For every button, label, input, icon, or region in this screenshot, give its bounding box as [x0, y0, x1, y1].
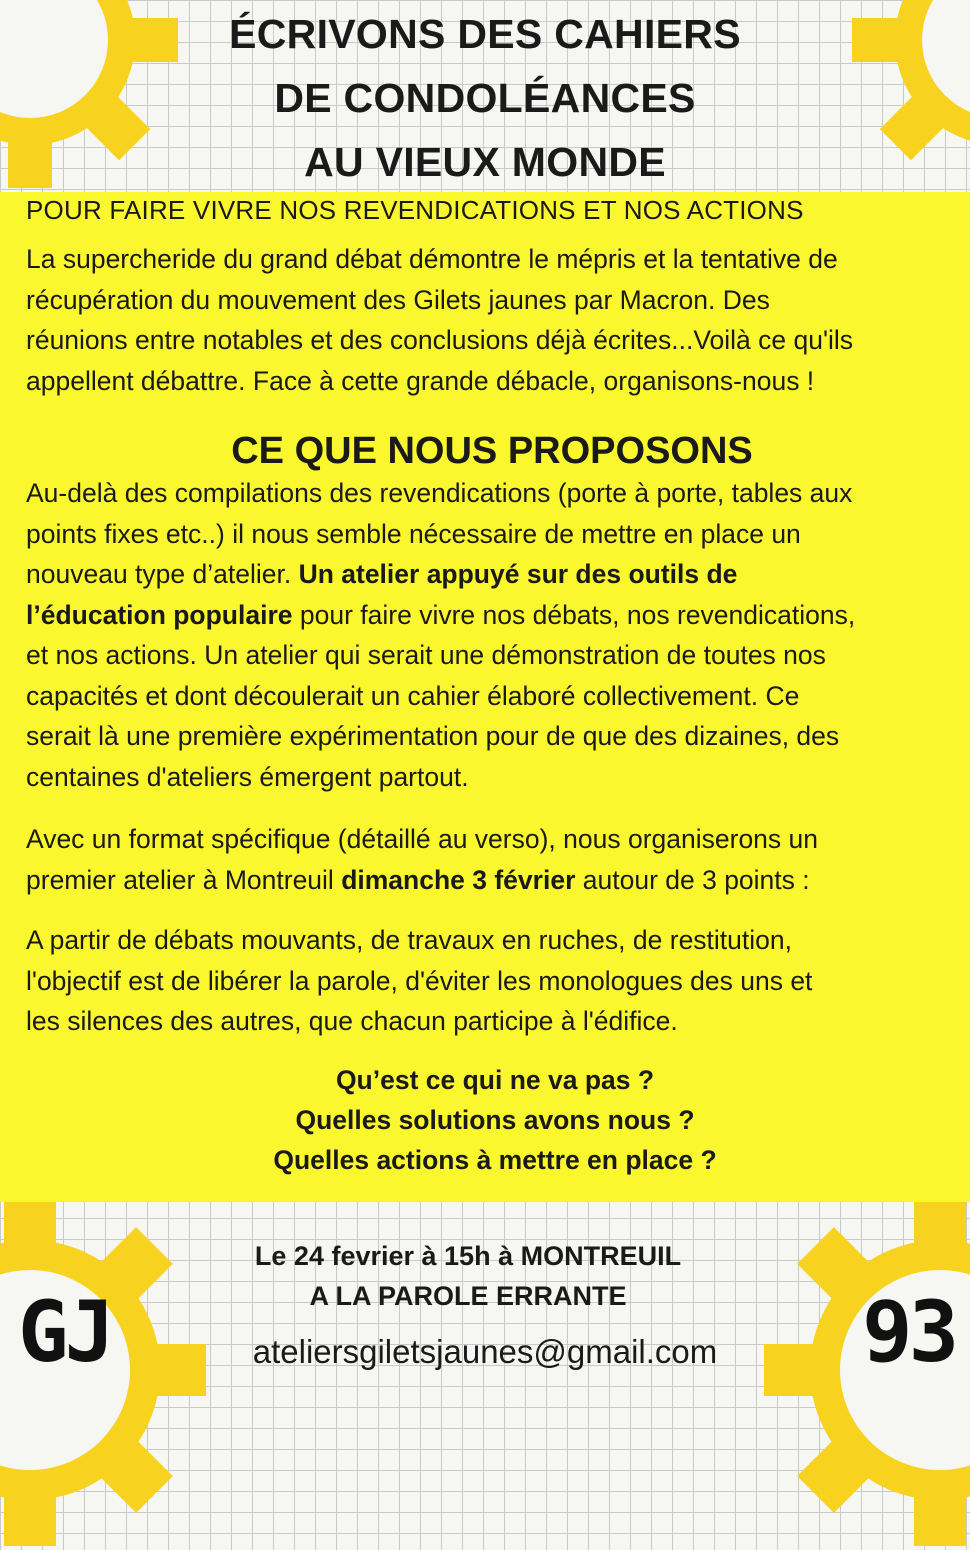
text-line	[26, 595, 956, 636]
text-line: et nos actions. Un atelier qui serait une démonstration de toutes nos	[26, 640, 826, 670]
title-line: AU VIEUX MONDE	[304, 139, 666, 185]
event-date: dimanche 3 février	[341, 864, 576, 895]
format-paragraph	[26, 819, 956, 900]
text-span: pour faire vivre nos débats, nos revendications,	[292, 599, 856, 630]
event-info-date: Le 24 fevrier à 15h à MONTREUIL	[254, 1241, 682, 1271]
text-span: nouveau type d’atelier.	[26, 559, 299, 589]
title-line: DE CONDOLÉANCES	[274, 75, 696, 121]
emphasis-text: l’éducation populaire	[26, 599, 293, 630]
text-span: autour de 3 points :	[575, 864, 810, 895]
text-line	[26, 554, 956, 595]
text-line: les silences des autres, que chacun participe à l'édifice.	[26, 1006, 678, 1036]
intro-paragraph	[26, 239, 956, 401]
page-title	[0, 2, 970, 194]
contact-email[interactable]: ateliersgiletsjaunes@gmail.com	[252, 1333, 718, 1370]
question-item: Qu’est ce qui ne va pas ?	[335, 1065, 655, 1095]
text-line: appellent débattre. Face à cette grande débacle, organisons-nous !	[26, 365, 815, 396]
text-line: récupération du mouvement des Gilets jaunes par Macron. Des	[26, 284, 770, 315]
text-line: La supercheride du grand débat démontre le mépris et la tentative de	[26, 244, 838, 274]
emphasis-text: Un atelier appuyé sur des outils de	[298, 559, 738, 589]
text-line	[26, 860, 956, 901]
questions-list	[0, 1060, 970, 1180]
text-line: l'objectif est de libérer la parole, d'éviter les monologues des uns et	[26, 965, 813, 996]
text-line: centaines d'ateliers émergent partout.	[26, 761, 469, 792]
method-paragraph	[26, 920, 956, 1042]
text-line: serait là une première expérimentation pour de que des dizaines, des	[26, 721, 840, 751]
text-line: capacités et dont découlerait un cahier élaboré collectivement. Ce	[26, 680, 800, 711]
text-line: A partir de débats mouvants, de travaux en ruches, de restitution,	[26, 925, 792, 955]
badge-93: 93	[862, 1283, 956, 1381]
text-span: premier atelier à Montreuil	[26, 864, 342, 895]
proposal-paragraph	[26, 473, 956, 797]
section-heading: CE QUE NOUS PROPOSONS	[231, 430, 753, 472]
subtitle: POUR FAIRE VIVRE NOS REVENDICATIONS ET NOS ACTIONS	[26, 195, 804, 225]
title-line: ÉCRIVONS DES CAHIERS	[229, 11, 741, 57]
text-line: réunions entre notables et des conclusions déjà écrites...Voilà ce qu'ils	[26, 325, 854, 355]
question-item: Quelles actions à mettre en place ?	[273, 1145, 717, 1175]
text-line: Avec un format spécifique (détaillé au verso), nous organiserons un	[26, 824, 819, 854]
text-line: points fixes etc..) il nous semble nécessaire de mettre en place un	[26, 518, 801, 549]
event-info-venue: A LA PAROLE ERRANTE	[309, 1281, 627, 1311]
text-line: Au-delà des compilations des revendications (porte à porte, tables aux	[26, 478, 853, 508]
question-item: Quelles solutions avons nous ?	[295, 1105, 695, 1135]
badge-gj: GJ	[18, 1283, 112, 1381]
